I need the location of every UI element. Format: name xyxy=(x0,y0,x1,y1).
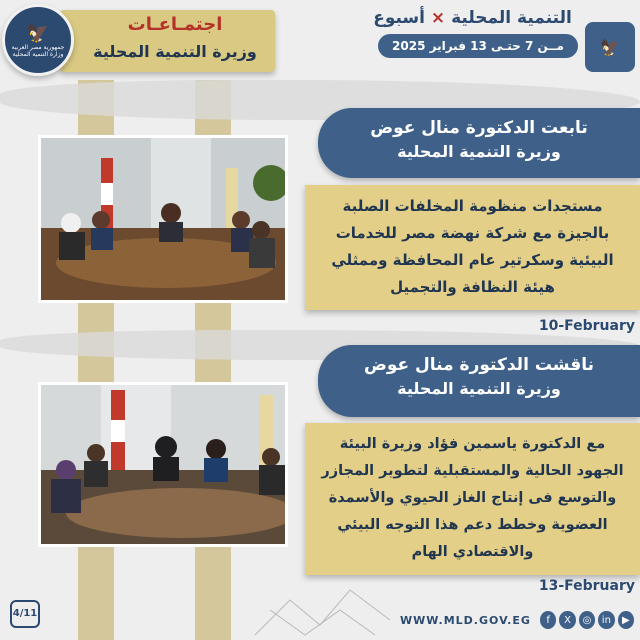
item2-date: 13-February xyxy=(538,578,635,594)
item2-heading-line1: ناقشت الدكتورة منال عوض xyxy=(363,355,595,375)
weekly-title-x: × xyxy=(430,8,446,28)
youtube-icon[interactable]: ▶ xyxy=(618,611,634,629)
item2-heading xyxy=(318,345,640,417)
meeting-photo-2 xyxy=(38,382,288,547)
eagle-icon: 🦅 xyxy=(26,22,50,44)
instagram-icon[interactable]: ◎ xyxy=(579,611,595,629)
logo-line1: جمهورية مصر العربية xyxy=(11,43,65,51)
linkedin-icon[interactable]: in xyxy=(598,611,614,629)
item2-body: مع الدكتورة ياسمين فؤاد وزيرة البيئة الجهود الحالية والمستقبلية لتطوير المجازر والتوسع فى إنتاج الغاز الحيوي والأسمدة العضوية وخطط دعم هذا التوجه البيئي والاقتصادي الهام xyxy=(305,423,640,575)
meeting-photo-1 xyxy=(38,135,288,303)
footer-bar xyxy=(400,610,640,630)
logo-line2: وزارة التنمية المحلية xyxy=(12,50,64,58)
weekly-title-part2: أسبوع xyxy=(373,8,425,28)
item1-body: مستجدات منظومة المخلفات الصلبة بالجيزة مع شركة نهضة مصر للخدمات البيئية وسكرتير عام المحافظة وممثلي هيئة النظافة والتجميل xyxy=(305,185,640,310)
ministry-logo-small xyxy=(585,22,635,72)
ministry-logo xyxy=(2,4,74,76)
weekly-title-part1: التنمية المحلية xyxy=(451,8,572,28)
eagle-icon: 🦅 xyxy=(600,37,620,57)
item2-heading-line2: وزيرة التنمية المحلية xyxy=(397,379,561,398)
meeting-photo-2-art xyxy=(41,385,288,547)
website-link[interactable]: WWW.MLD.GOV.EG xyxy=(400,613,531,627)
page-badge xyxy=(10,600,40,628)
item1-heading-line2: وزيرة التنمية المحلية xyxy=(397,142,561,161)
meetings-label: اجتمـاعـات xyxy=(127,14,223,35)
facebook-icon[interactable]: f xyxy=(540,611,556,629)
x-icon[interactable]: X xyxy=(559,611,575,629)
decorative-network xyxy=(250,580,400,640)
ministry-label: وزيرة التنمية المحلية xyxy=(93,42,257,61)
item1-heading xyxy=(318,108,640,178)
weekly-title xyxy=(370,8,575,28)
item1-date: 10-February xyxy=(538,318,635,334)
item1-heading-line1: تابعت الدكتورة منال عوض xyxy=(370,118,588,138)
meeting-photo-1-art xyxy=(41,138,288,303)
date-range: مــن 7 حتـى 13 فبراير 2025 xyxy=(378,34,578,58)
page-number: 4/11 xyxy=(12,608,38,619)
